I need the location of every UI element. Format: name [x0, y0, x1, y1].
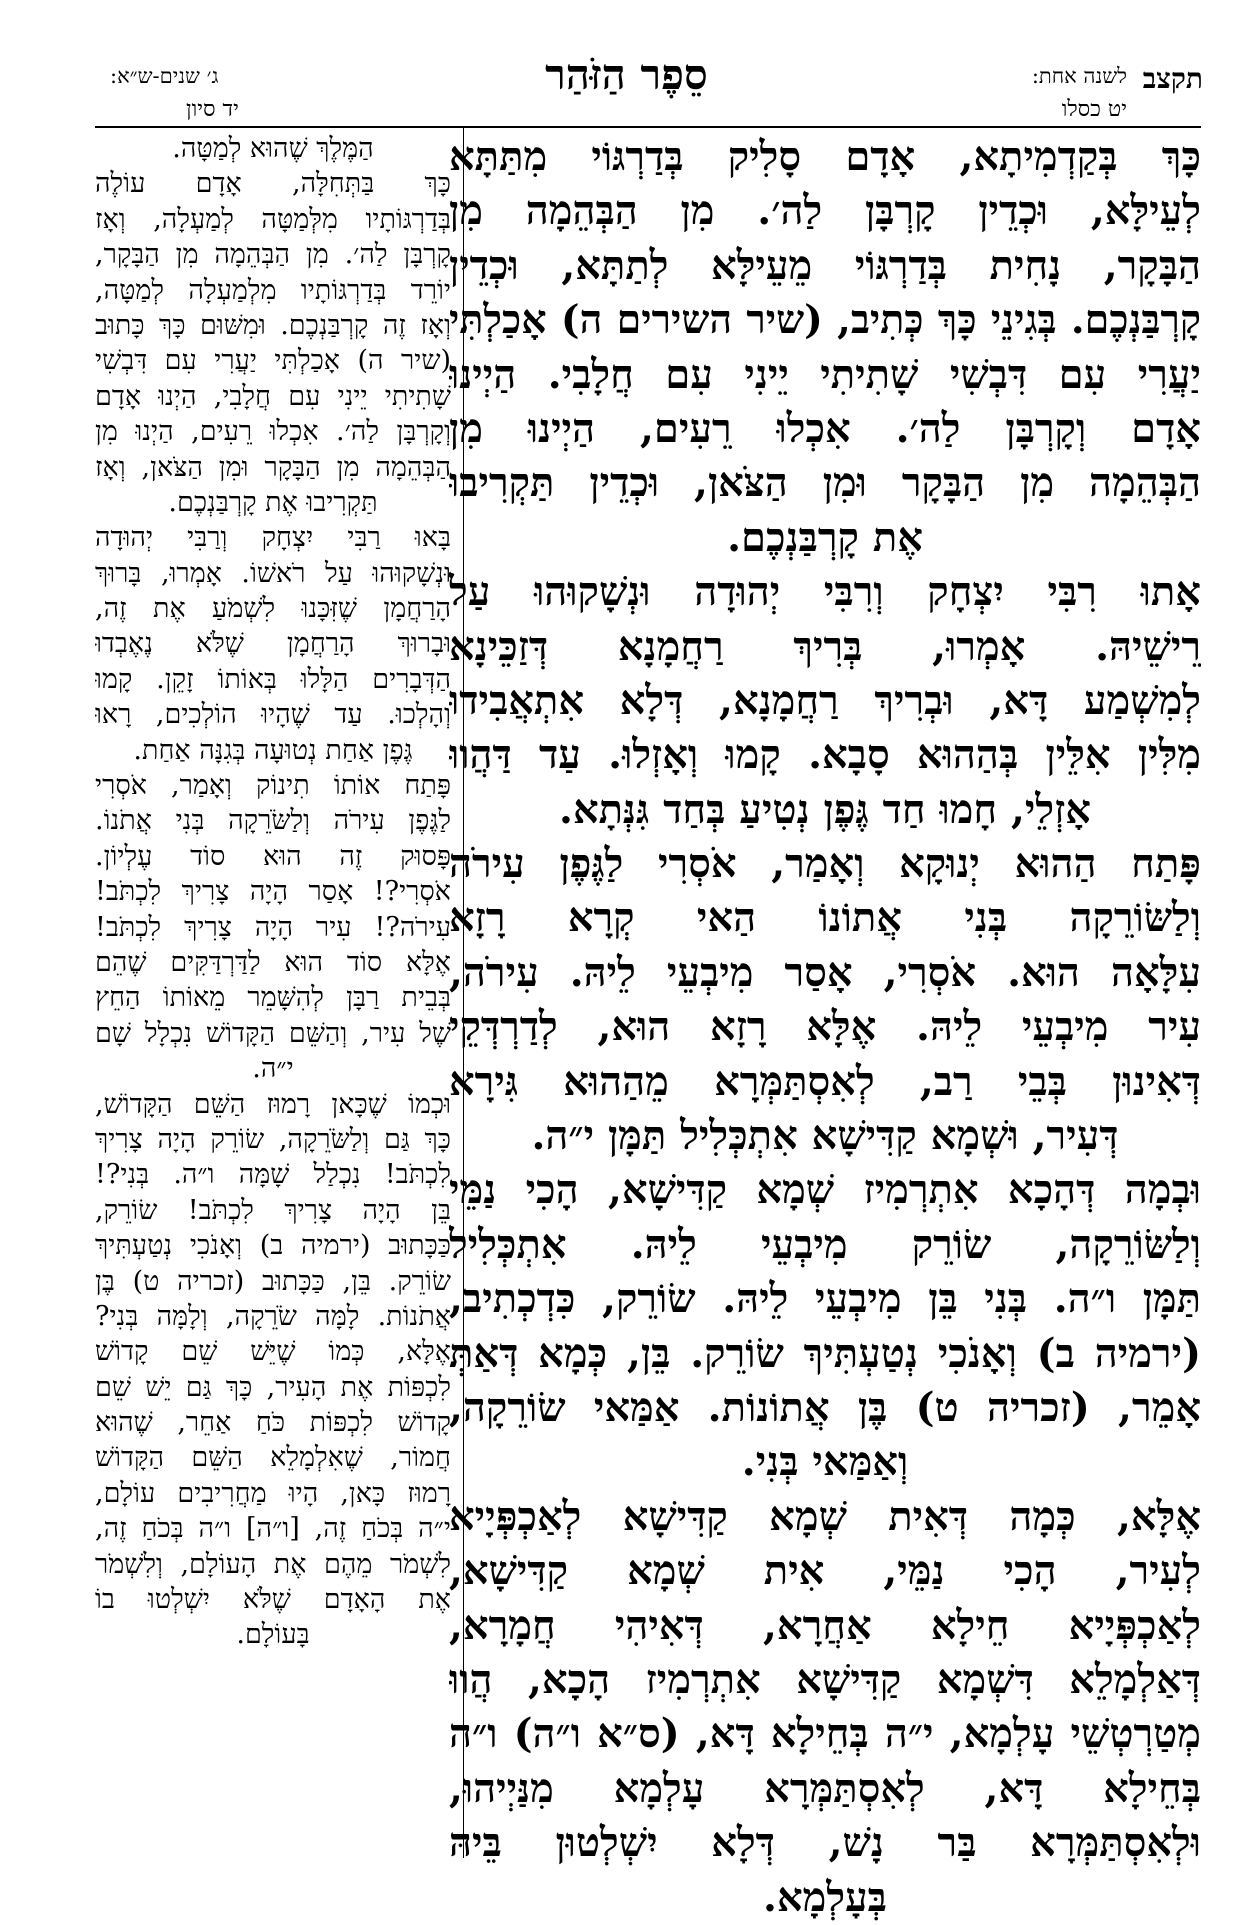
commentary-line: אֶלָּא סוֹד הוּא לַדַּרְדַּקִּים שֶׁהֵם: [95, 946, 451, 978]
commentary-line: וּבָרוּךְ הָרַחֲמָן שֶׁלֹּא נֶאֶבְדוּ: [95, 628, 451, 660]
commentary-line: גֶּפֶן אַחַת נְטוּעָה בְּגִנָּה אַחַת.: [133, 734, 413, 766]
commentary-line: אֲתֹנוֹת. לָמָּה שֹׂרֵקָה, וְלָמָּה בְּנִי?: [95, 1300, 451, 1332]
commentary-line: י״ה.: [252, 1053, 294, 1085]
main-text-line: אֶת קָרְבַּנְכֶם.: [727, 513, 923, 561]
commentary-line: אֶת הָאָדָם שֶׁלֹּא יִשְׁלְטוּ בוֹ: [95, 1584, 451, 1616]
commentary-line: אֹסְרִי?! אָסַר הָיָה צָרִיךְ לִכְתֹּב!: [95, 876, 451, 908]
commentary-line: חֲמוֹר, שֶׁאִלְמָלֵא הַשֵּׁם הַקָּדוֹשׁ: [95, 1442, 451, 1474]
commentary-line: וְקָרְבָּן לַה׳. אִכְלוּ רֵעִים, הַיְנוּ מִן: [95, 416, 451, 448]
commentary-line: הַבְּהֵמָה מִן הַבָּקָר וּמִן הַצֹּאן, וְאָז: [95, 451, 451, 483]
main-text-line: מִלִּין אִלֵּין בְּהַהוּא סָבָא. קָמוּ וְאָזְלוּ. עַד דַּהֲווּ: [449, 731, 1201, 779]
main-text-line: לְמִשְׁמַע דָּא, וּבְרִיךְ רַחֲמָנָא, דְּלָא אִתְאֲבִידוּ: [449, 676, 1201, 724]
commentary-line: פָּסוּק זֶה הוּא סוֹד עֶלְיוֹן.: [95, 840, 451, 872]
commentary-line: לַגֶּפֶן עִירֹה וְלַשֹּׂרֵקָה בְּנִי אֲתֹנוֹ.: [95, 805, 451, 837]
main-text-line: קָרְבַּנְכֶם. בְּגִינֵי כָּךְ כְּתִיב, (שיר השירים ה) אָכַלְתִּי: [449, 297, 1201, 344]
commentary-line: שׂוֹרֵק. בֵּן, כַּכָּתוּב (זכריה ט) בֶּן: [95, 1265, 451, 1297]
page-number: תקצב: [1142, 62, 1203, 95]
commentary-line: בָּעוֹלָם.: [236, 1619, 310, 1651]
main-text-line: הַבָּקָר, נָחִית בְּדַרְגּוֹי מֵעֵילָּא לְתַתָּא, וּכְדֵין: [449, 241, 1201, 289]
main-text-line: הַבְּהֵמָה מִן הַבָּקָר וּמִן הַצֹּאן, וּכְדֵין תַּקְרִיבוּ: [449, 459, 1201, 507]
main-text-line: כָּךְ בְּקַדְמִיתָא, אָדָם סָלִיק בְּדַרְגּוֹי מִתַּתָּא: [449, 133, 1201, 180]
commentary-line: י״ה בְּכֹחַ זֶה, [ו״ה] ו״ה בְּכֹחַ זֶה,: [95, 1513, 451, 1545]
commentary-line: לִכְתֹּב! נִכְלַל שָׁמָּה ו״ה. בְּנִי?!: [95, 1159, 451, 1191]
commentary-line: וְאָז זֶה קָרְבַּנְכֶם. וּמִשּׁוּם כָּךְ כָּתוּב: [95, 309, 451, 341]
commentary-line: הַדְּבָרִים הַלָּלוּ בְּאוֹתוֹ זָקֵן. קָמוּ: [95, 663, 451, 695]
schedule-three-years-date: יד סיון: [186, 97, 239, 122]
commentary-line: לִכְפּוֹת אֶת הָעִיר, כָּךְ גַּם יֵשׁ שֵׁם: [95, 1371, 451, 1403]
commentary-line: קָרְבָּן לַה׳. מִן הַבְּהֵמָה מִן הַבָּקָר,: [95, 239, 451, 271]
commentary-line: בָּאוּ רַבִּי יִצְחָק וְרַבִּי יְהוּדָה: [95, 522, 451, 554]
commentary-line: הַמֶּלֶךְ שֶׁהוּא לְמַטָּה.: [172, 133, 374, 164]
main-text-line: לְעִיר, הָכִי נַמֵּי, אִית שְׁמָא קַדִּישָׁא,: [449, 1547, 1201, 1595]
commentary-line: הָרַחֲמָן שֶׁזִּכָּנוּ לִשְׁמֹעַ אֶת זֶה,: [95, 593, 451, 625]
main-text-line: עִלָּאָה הוּא. אֹסְרִי, אָסַר מִיבְעֵי לֵיהּ. עִירֹה,: [449, 948, 1201, 996]
main-text-line: מְטַרְטְשֵׁי עָלְמָא, י״ה בְּחֵילָא דָּא, (ס״א ו״ה) ו״ה: [449, 1710, 1201, 1758]
main-text-line: וּלְאִסְתַּמְּרָא בַּר נָשׁ, דְּלָא יִשְׁלְטוּן בֵּיהּ: [449, 1819, 1201, 1867]
schedule-one-year: לשנה אחת:: [1031, 64, 1127, 88]
commentary-line: וּנְשָׁקוּהוּ עַל רֹאשׁוֹ. אָמְרוּ, בָּרוּךְ: [95, 557, 451, 589]
main-text-column: [449, 130, 1201, 1925]
main-text-line: דְּעִיר, וּשְׁמָא קַדִּישָׁא אִתְכְּלִיל תַּמָּן י״ה.: [531, 1112, 1119, 1160]
commentary-line: בְּבֵית רַבָּן לְהִשָּׁמֵר מֵאוֹתוֹ הַחֵץ: [95, 982, 451, 1014]
main-text-line: עִיר מִיבְעֵי לֵיהּ. אֶלָּא רָזָא הוּא, לְדַרְדְּקֵי: [449, 1003, 1201, 1051]
commentary-line: בְּדַרְגּוֹתָיו מִלְּמַטָּה לְמַעְלָה, וְאָז: [95, 203, 451, 235]
commentary-line: אֶלָּא, כְּמוֹ שֶׁיֵּשׁ שֵׁם קָדוֹשׁ: [95, 1336, 451, 1368]
header-rule: [95, 126, 1201, 128]
commentary-line: בֵּן הָיָה צָרִיךְ לִכְתֹּב! שׂוֹרֵק,: [95, 1194, 451, 1226]
commentary-line: שֶׁל עִיר, וְהַשֵּׁם הַקָּדוֹשׁ נִכְלָל שָׁם: [95, 1017, 451, 1049]
commentary-line: פָּתַח אוֹתוֹ תִינוֹק וְאָמַר, אֹסְרִי: [95, 770, 451, 802]
main-text-line: פָּתַח הַהוּא יְנוּקָא וְאָמַר, אֹסְרִי לַגֶּפֶן עִירֹה: [449, 840, 1201, 888]
commentary-column: [95, 131, 451, 1653]
commentary-line: וְהָלְכוּ. עַד שֶׁהָיוּ הוֹלְכִים, רָאוּ: [95, 699, 451, 731]
main-text-line: אֶלָּא, כְּמָה דְּאִית שְׁמָא קַדִּישָׁא לְאַכְפְּיָיא: [449, 1492, 1201, 1540]
commentary-line: וּכְמוֹ שֶׁכָּאן רָמוּז הַשֵּׁם הַקָּדוֹשׁ,: [95, 1088, 451, 1120]
main-text-line: (ירמיה ב) וְאָנֹכִי נְטַעְתִּיךְ שׂוֹרֵק. בֵּן, כְּמָא דְּאַתְּ: [449, 1329, 1201, 1377]
main-text-line: רֵישֵׁיהּ. אָמְרוּ, בְּרִיךְ רַחֲמָנָא דְּזַכֵּינָא: [449, 622, 1201, 670]
main-text-line: וְלַשּׂוֹרֵקָה, שׂוֹרֵק מִיבְעֵי לֵיהּ. אִתְכְּלִיל: [449, 1220, 1201, 1268]
main-text-line: אָזְלֵי, חָמוּ חַד גֶּפֶן נְטִיעַ בְּחַד גִּנְּתָא.: [559, 785, 1091, 833]
commentary-line: יוֹרֵד בְּדַרְגּוֹתָיו מִלְמַעְלָה לְמַטָּה,: [95, 274, 451, 306]
main-text-line: דְּאַלְמָלֵא דִּשְׁמָא קַדִּישָׁא אִתְרְמִיז הָכָא, הֲווּ: [449, 1655, 1201, 1703]
commentary-line: קָדוֹשׁ לִכְפּוֹת כֹּחַ אַחֵר, שֶׁהוּא: [95, 1407, 451, 1439]
commentary-line: תַּקְרִיבוּ אֶת קָרְבַּנְכֶם.: [168, 486, 378, 518]
main-text-line: וְלַשּׂוֹרֵקָה בְּנִי אֲתוֹנוֹ הַאי קְרָא רָזָא: [449, 894, 1201, 942]
main-text-line: אָתוּ רִבִּי יִצְחָק וְרִבִּי יְהוּדָה וּנְשָׁקוּהוּ עַל: [449, 568, 1201, 616]
main-text-line: אָדָם וְקָרְבָּן לַה׳. אִכְלוּ רֵעִים, הַיְינוּ מִן: [449, 404, 1201, 452]
commentary-line: כַּכָּתוּב (ירמיה ב) וְאָנֹכִי נְטַעְתִּיךְ: [95, 1230, 451, 1262]
commentary-line: לִשְׁמֹר מֵהֶם אֶת הָעוֹלָם, וְלִשְׁמֹר: [95, 1548, 451, 1580]
main-text-line: בְּעָלְמָא.: [763, 1873, 887, 1921]
main-text-line: דְּאִינוּן בְּבֵי רַב, לְאִסְתַּמְּרָא מֵהַהוּא גִּירָא: [449, 1057, 1201, 1105]
commentary-line: רָמוּז כָּאן, הָיוּ מַחֲרִיבִים עוֹלָם,: [95, 1477, 451, 1509]
main-text-line: וּבְמָה דְּהָכָא אִתְרְמִיז שְׁמָא קַדִּישָׁא, הָכִי נַמֵּי: [449, 1166, 1201, 1214]
schedule-one-year-date: יט כסלו: [1061, 97, 1127, 122]
main-text-line: בְּחֵילָא דָּא, לְאִסְתַּמְּרָא עָלְמָא מִנַּיְיהוּ,: [449, 1764, 1201, 1812]
commentary-line: כָּךְ גַּם וְלַשֹּׂרֵקָה, שׂוֹרֵק הָיָה צָרִיךְ: [95, 1123, 451, 1155]
main-text-line: לְעֵילָּא, וּכְדֵין קָרְבָּן לַה׳. מִן הַבְּהֵמָה מִן: [449, 187, 1201, 235]
commentary-line: (שיר ה) אָכַלְתִּי יַעֲרִי עִם דִּבְשִׁי: [95, 345, 451, 377]
book-title: סֵפֶר הַזֹּהַר: [545, 50, 708, 99]
main-text-line: יַעֲרִי עִם דִּבְשִׁי שָׁתִיתִי יֵינִי עִם חֲלָבִי. הַיְינוּ: [449, 350, 1201, 398]
schedule-three-years: ג׳ שנים-ש״א:: [110, 64, 219, 88]
commentary-line: שָׁתִיתִי יֵינִי עִם חֲלָבִי, הַיְנוּ אָדָם: [95, 380, 451, 412]
commentary-line: כָּךְ בַּתְּחִלָּה, אָדָם עוֹלֶה: [95, 168, 451, 200]
main-text-line: לְאַכְפְּיָיא חֵילָא אַחֲרָא, דְּאִיהִי חֲמָרָא,: [449, 1601, 1201, 1649]
main-text-line: וְאַמַּאי בְּנִי.: [741, 1438, 909, 1486]
main-text-line: תַּמָּן ו״ה. בְּנִי בֵּן מִיבְעֵי לֵיהּ. שׂוֹרֵק, כִּדְכְתִיב,: [449, 1275, 1201, 1323]
commentary-line: עִירֹה?! עִיר הָיָה צָרִיךְ לִכְתֹּב!: [95, 911, 451, 943]
main-text-line: אָמֵר, (זכריה ט) בֶּן אֲתוֹנוֹת. אַמַּאי שׂוֹרֵקָה,: [449, 1383, 1201, 1431]
